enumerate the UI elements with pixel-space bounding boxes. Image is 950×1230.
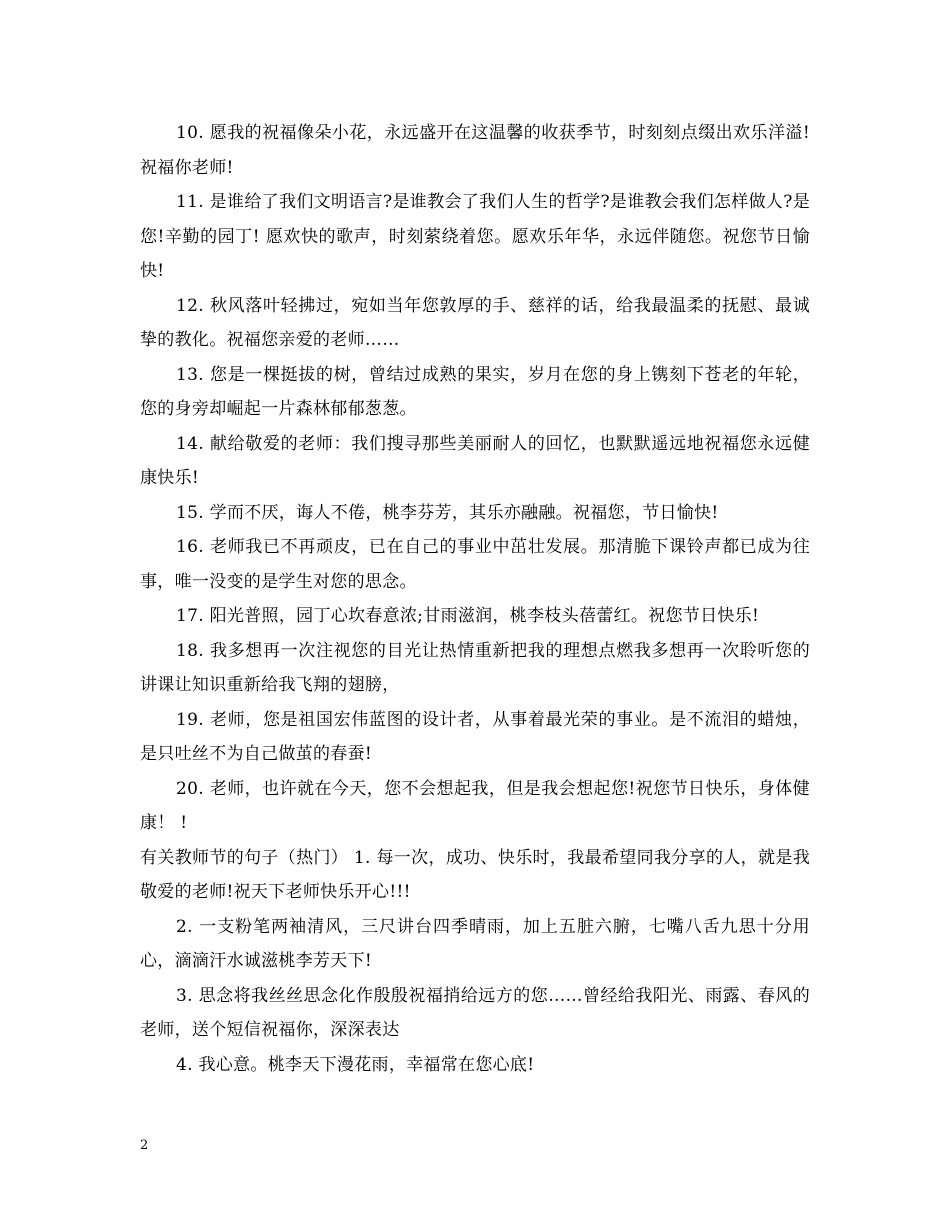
paragraph-3: 3. 思念将我丝丝思念化作殷殷祝福捎给远方的您……曾经给我阳光、雨露、春风的老师，送个短信祝福你，深深表达: [140, 985, 810, 1040]
paragraph-2: 2. 一支粉笔两袖清风，三尺讲台四季晴雨，加上五脏六腑，七嘴八舌九思十分用心，滴滴汗水诚滋桃李芳天下!: [140, 916, 810, 971]
paragraph-11: 11. 是谁给了我们文明语言?是谁教会了我们人生的哲学?是谁教会我们怎样做人?是您!辛勤的园丁! 愿欢快的歌声，时刻萦绕着您。愿欢乐年华，永远伴随您。祝您节日愉快!: [140, 192, 810, 281]
paragraph-18: 18. 我多想再一次注视您的目光让热情重新把我的理想点燃我多想再一次聆听您的讲课让知识重新给我飞翔的翅膀，: [140, 640, 810, 695]
paragraph-13: 13. 您是一棵挺拔的树，曾结过成熟的果实，岁月在您的身上镌刻下苍老的年轮，您的身旁却崛起一片森林郁郁葱葱。: [140, 364, 810, 419]
paragraph-17: 17. 阳光普照，园丁心坎春意浓;甘雨滋润，桃李枝头蓓蕾红。祝您节日快乐!: [176, 606, 760, 626]
paragraph-20: 20. 老师，也许就在今天，您不会想起我，但是我会想起您!祝您节日快乐，身体健康！ !: [140, 778, 810, 833]
paragraph-10: 10. 愿我的祝福像朵小花，永远盛开在这温馨的收获季节，时刻刻点缀出欢乐洋溢!祝福你老师!: [140, 123, 810, 178]
paragraph-19: 19. 老师，您是祖国宏伟蓝图的设计者，从事着最光荣的事业。是不流泪的蜡烛，是只吐丝不为自己做茧的春蚕!: [140, 709, 810, 764]
paragraph-16: 16. 老师我已不再顽皮，已在自己的事业中茁壮发展。那清脆下课铃声都已成为往事，唯一没变的是学生对您的思念。: [140, 537, 810, 592]
paragraph-14: 14. 献给敬爱的老师：我们搜寻那些美丽耐人的回忆，也默默遥远地祝福您永远健康快乐!: [140, 433, 810, 488]
document-body: [140, 116, 810, 1082]
paragraph-12: 12. 秋风落叶轻拂过，宛如当年您敦厚的手、慈祥的话，给我最温柔的抚慰、最诚挚的教化。祝福您亲爱的老师……: [140, 295, 810, 350]
section-heading-paragraph: 有关教师节的句子（热门） 1. 每一次，成功、快乐时，我最希望同我分享的人，就是我敬爱的老师!祝天下老师快乐开心!!!: [140, 847, 810, 902]
page-number: 2: [140, 1138, 149, 1153]
paragraph-15: 15. 学而不厌，诲人不倦，桃李芬芳，其乐亦融融。祝福您，节日愉快!: [176, 502, 719, 523]
paragraph-4: 4. 我心意。桃李天下漫花雨，幸福常在您心底!: [176, 1054, 535, 1075]
